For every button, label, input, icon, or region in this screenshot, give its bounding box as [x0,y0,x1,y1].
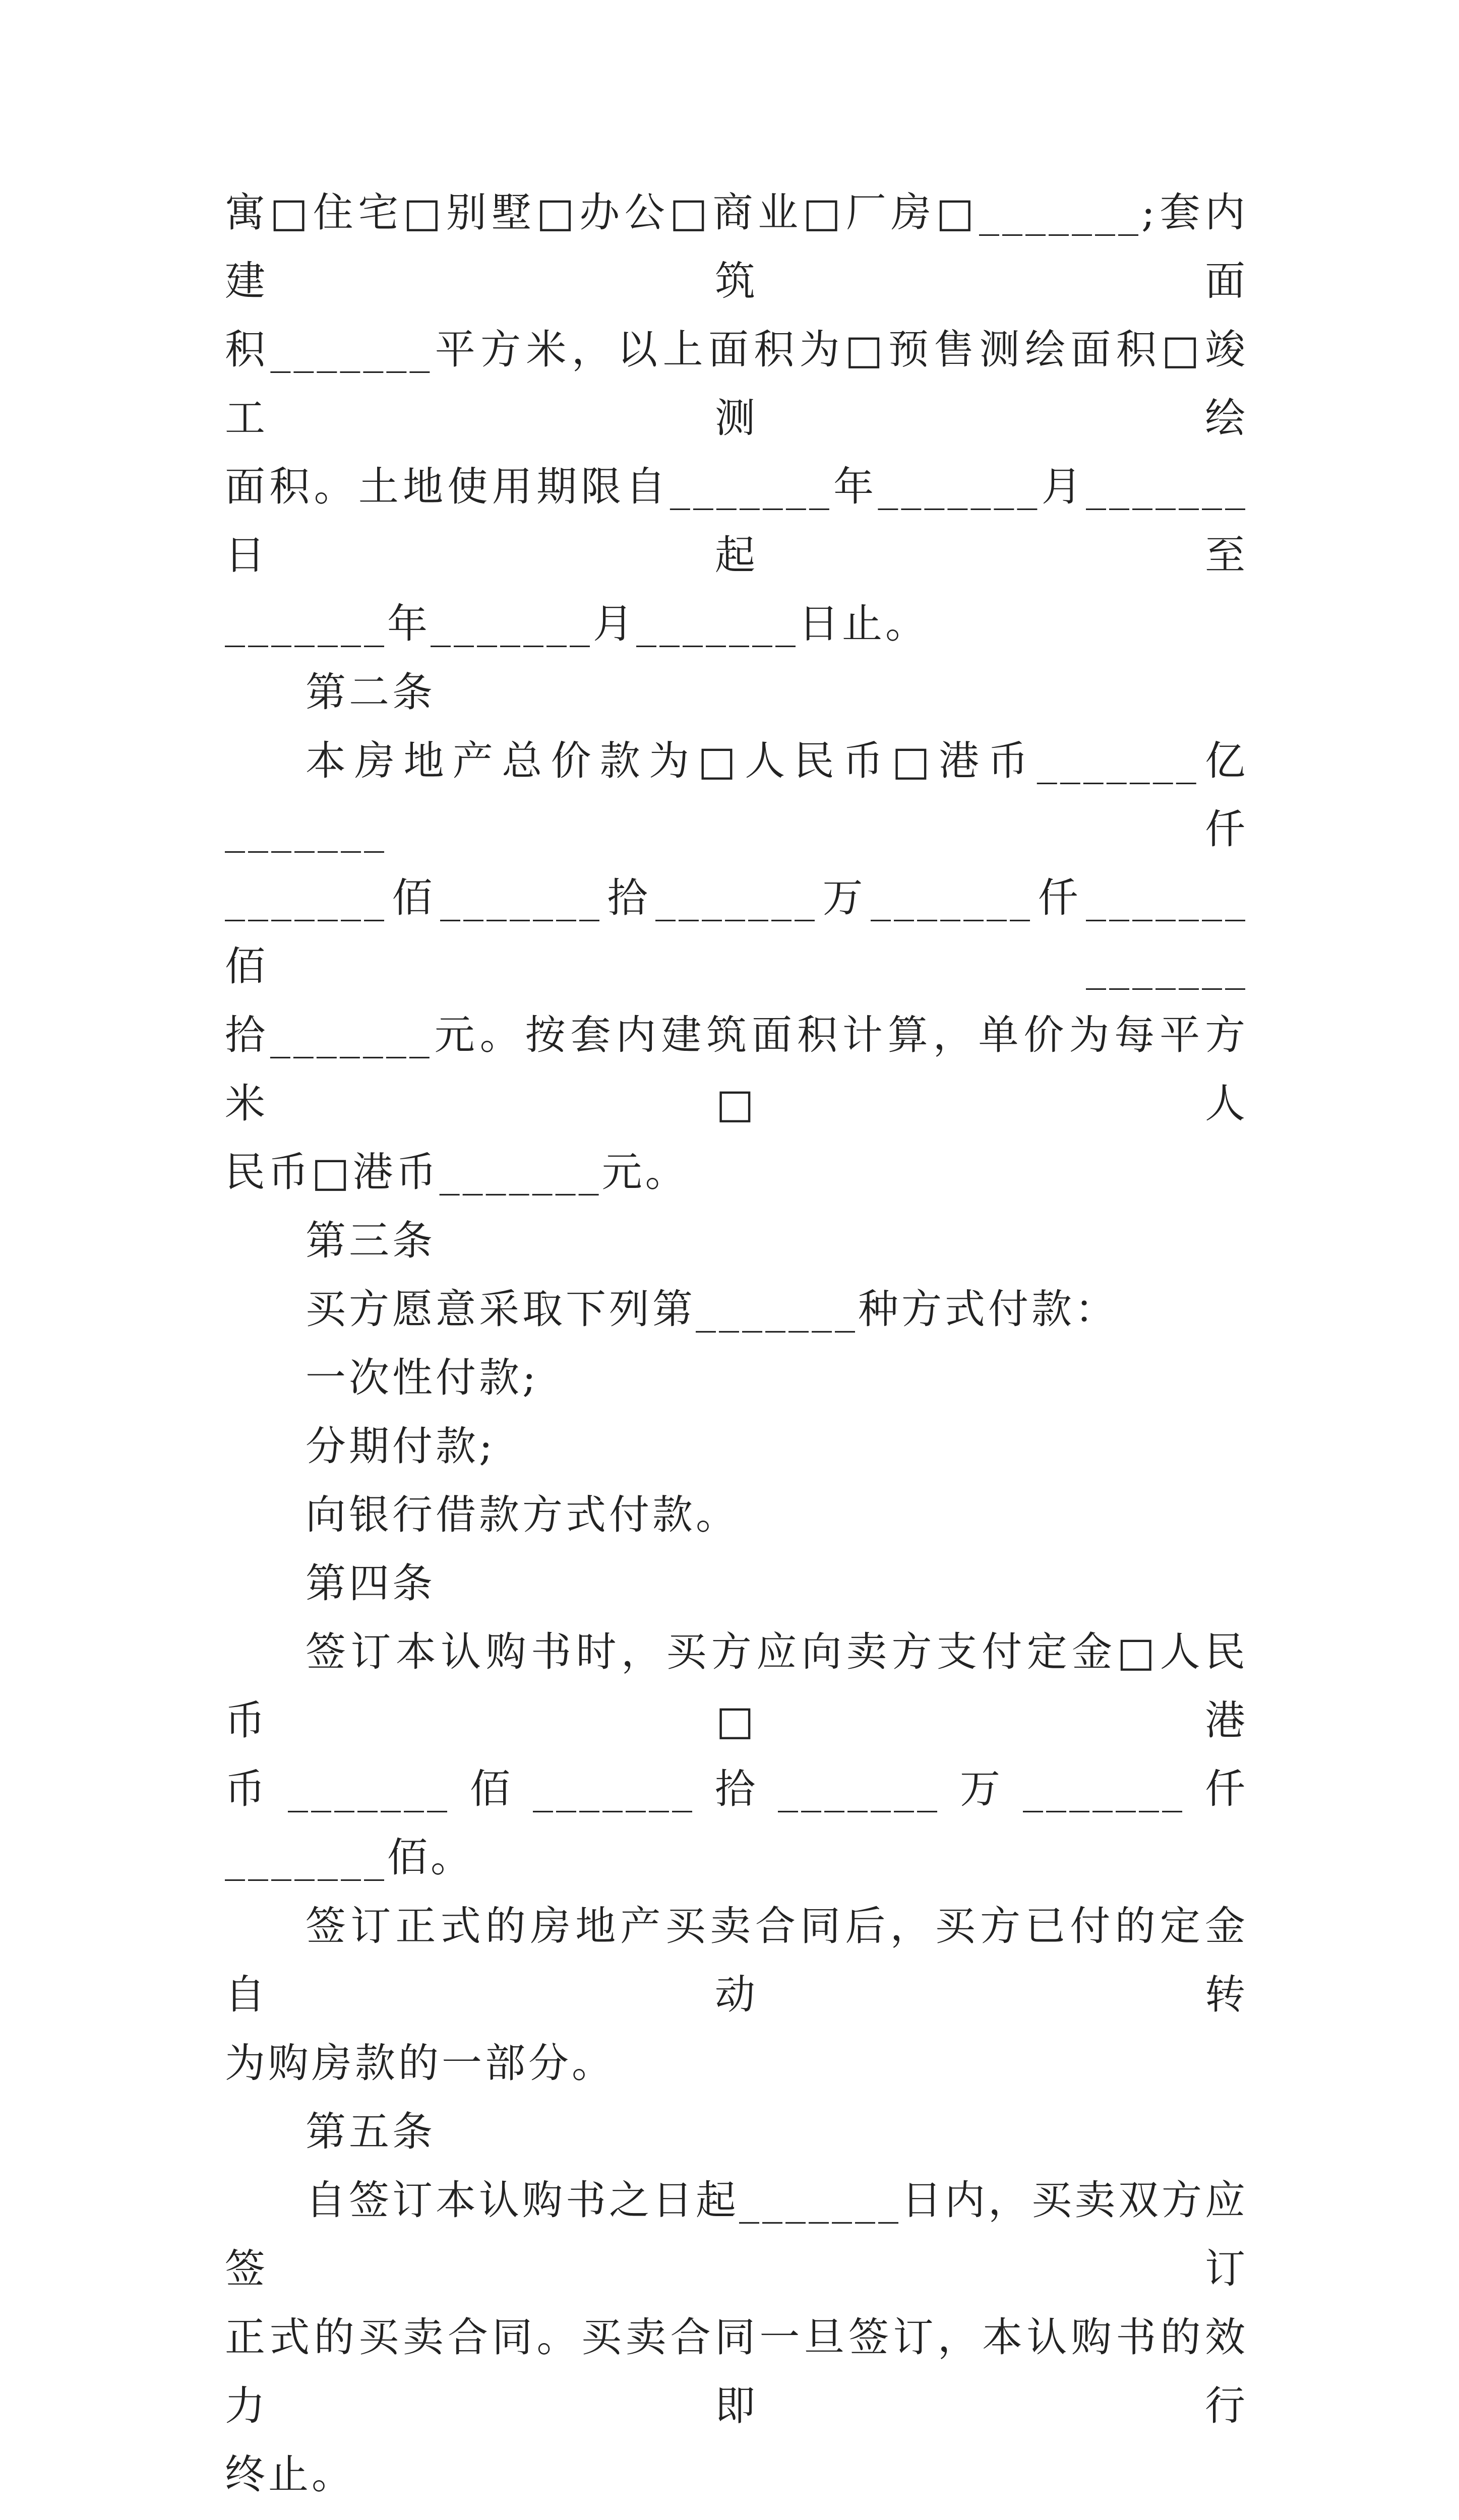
paragraph-deposit [225,1618,1248,1755]
text-line: 民币□港币_______元。 [225,1149,689,1195]
text-line: 正式的买卖合同。买卖合同一旦签订，本认购书的效力即行 [225,2314,1248,2429]
paragraph-total-price [225,727,1248,864]
text-line: 积_______平方米，以上面积为□预售测绘面积□竣工测绘 [225,326,1248,442]
text-line: 分期付款; [306,1423,496,1470]
text-line: 终止。 [225,2451,355,2498]
text-line: 买方愿意采取下列第_______种方式付款： [306,1286,1118,1333]
paragraph-property-type [225,178,1248,316]
paragraph-payment-option-2 [225,1412,1248,1481]
text-line [225,2519,1248,2520]
paragraph-payment-option-3 [225,1481,1248,1549]
paragraph-total-price [225,1138,1248,1207]
paragraph-payment-method [225,1275,1248,1344]
paragraph-total-price [225,864,1248,1001]
paragraph-property-type [225,590,1248,658]
text-line: 为购房款的一部分。 [225,2040,615,2087]
paragraph-deposit-conversion [225,2029,1248,2098]
text-line: 拾_______元。按套内建筑面积计算，单价为每平方米□人 [225,1012,1248,1127]
document-body [225,178,1248,2520]
text-line: 向银行借款方式付款。 [306,1491,739,1538]
paragraph-deposit [225,1755,1248,1892]
paragraph-contract-signing [225,2440,1248,2509]
text-line: 寓□住宅□别墅□办公□商业□厂房□_______;套内建筑面 [225,189,1248,304]
paragraph-property-type [225,453,1248,590]
paragraph-payment-option-1 [225,1344,1248,1412]
text-line: 自签订本认购书之日起_______日内，买卖双方应签订 [225,2177,1248,2292]
paragraph-contract-signing [225,2166,1248,2303]
article-heading-3: 第三条 [306,1217,436,1264]
paragraph-deposit-conversion [225,1892,1248,2029]
paragraph-contract-signing [225,2303,1248,2440]
text-line: 币_______佰_______拾_______万_______仟_______佰。 [225,1766,1248,1881]
text-line: 一次性付款; [306,1354,539,1401]
text-line: 本房地产总价款为□人民币□港币_______亿_______仟 [225,737,1248,853]
text-line: _______佰_______拾_______万_______仟_______佰_______ [225,874,1248,990]
paragraph-failure-to-sign [225,2509,1248,2520]
article-heading-4: 第四条 [306,1560,436,1607]
text-line: 面积。土地使用期限自_______年_______月_______日起至 [225,463,1248,579]
paragraph-property-type [225,316,1248,453]
text-line: _______年_______月_______日止。 [225,600,929,647]
text-line: 签订正式的房地产买卖合同后，买方已付的定金自动转 [225,1903,1248,2018]
article-heading-5: 第五条 [306,2108,436,2155]
article-heading-2: 第二条 [306,669,436,716]
paragraph-total-price [225,1001,1248,1138]
text-line: 签订本认购书时，买方应向卖方支付定金□人民币□港 [225,1628,1248,1744]
